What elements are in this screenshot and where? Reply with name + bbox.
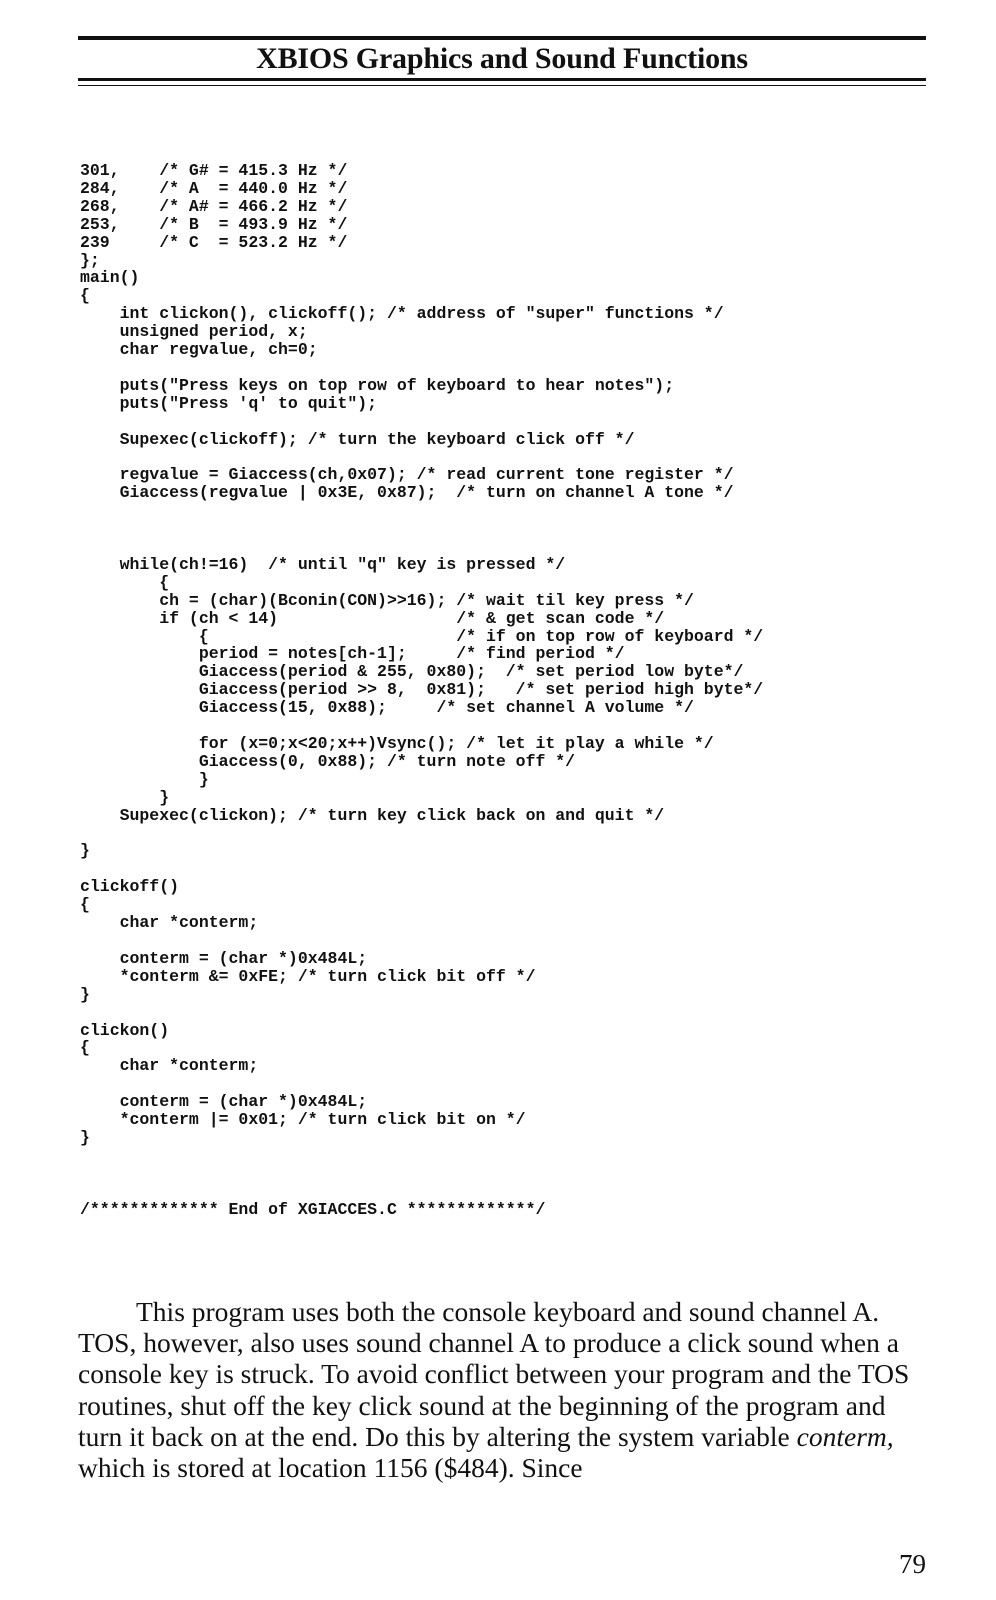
code-line: *conterm |= 0x01; /* turn click bit on */ bbox=[80, 1110, 526, 1130]
body-text bbox=[78, 1296, 928, 1483]
code-line: int clickon(), clickoff(); /* address of "super" functions */ bbox=[80, 304, 724, 324]
code-line: puts("Press keys on top row of keyboard to hear notes"); bbox=[80, 375, 675, 395]
code-line: main() bbox=[80, 268, 140, 288]
code-line: char *conterm; bbox=[80, 913, 259, 933]
code-line: { bbox=[80, 1038, 90, 1058]
code-line: char regvalue, ch=0; bbox=[80, 340, 318, 360]
code-line: Supexec(clickon); /* turn key click back on and quit */ bbox=[80, 805, 665, 825]
code-line: } bbox=[80, 787, 170, 807]
code-line: } bbox=[80, 1127, 90, 1147]
code-listing bbox=[80, 162, 960, 1218]
header-bottom-thin-rule bbox=[78, 85, 926, 86]
code-line: clickoff() bbox=[80, 877, 180, 897]
code-line: Giaccess(period >> 8, 0x81); /* set period high byte*/ bbox=[80, 680, 764, 700]
code-line: 239 /* C = 523.2 Hz */ bbox=[80, 232, 348, 252]
code-line: Giaccess(regvalue | 0x3E, 0x87); /* turn on channel A tone */ bbox=[80, 483, 734, 503]
code-line: { bbox=[80, 286, 90, 306]
code-line: char *conterm; bbox=[80, 1056, 259, 1076]
code-line: Giaccess(15, 0x88); /* set channel A volume */ bbox=[80, 698, 694, 718]
code-line: 301, /* G# = 415.3 Hz */ bbox=[80, 161, 348, 180]
code-line: } bbox=[80, 841, 90, 861]
paragraph-text-end: which is stored at location 1156 ($484). Since bbox=[78, 1452, 583, 1484]
code-line: } bbox=[80, 769, 209, 789]
code-line: /************* End of XGIACCES.C *************/ bbox=[80, 1199, 546, 1219]
code-line: 268, /* A# = 466.2 Hz */ bbox=[80, 196, 348, 216]
code-line: Supexec(clickoff); /* turn the keyboard click off */ bbox=[80, 429, 635, 449]
code-line: clickon() bbox=[80, 1020, 170, 1040]
code-line: Giaccess(period & 255, 0x80); /* set period low byte*/ bbox=[80, 662, 744, 682]
body-paragraph bbox=[78, 1296, 928, 1483]
code-line: puts("Press 'q' to quit"); bbox=[80, 393, 378, 413]
code-line: 253, /* B = 493.9 Hz */ bbox=[80, 214, 348, 234]
header-bottom-rule bbox=[78, 78, 926, 81]
code-line: Giaccess(0, 0x88); /* turn note off */ bbox=[80, 751, 576, 771]
code-line: *conterm &= 0xFE; /* turn click bit off */ bbox=[80, 966, 536, 986]
code-line: } bbox=[80, 984, 90, 1004]
code-line: }; bbox=[80, 250, 100, 270]
paragraph-emphasis: conterm, bbox=[796, 1420, 894, 1452]
code-line: while(ch!=16) /* until "q" key is pressed */ bbox=[80, 554, 566, 574]
page-number: 79 bbox=[899, 1549, 926, 1579]
running-head: XBIOS Graphics and Sound Functions bbox=[256, 42, 748, 75]
code-line: period = notes[ch-1]; /* find period */ bbox=[80, 644, 625, 664]
code-line: if (ch < 14) /* & get scan code */ bbox=[80, 608, 665, 628]
paragraph-text-start: This program uses both the console keyboard and sound channel A. TOS, however, also uses sound channel A to produce a click sound when a console key is struck. To avoid conflict between your program and the TOS routines, shut off the key click sound at the beginning of the program and turn it back on at the end. Do this by altering the system variable bbox=[78, 1296, 910, 1452]
code-line: regvalue = Giaccess(ch,0x07); /* read current tone register */ bbox=[80, 465, 734, 485]
code-line: ch = (char)(Bconin(CON)>>16); /* wait til key press */ bbox=[80, 590, 694, 610]
code-line: 284, /* A = 440.0 Hz */ bbox=[80, 178, 348, 198]
code-line: conterm = (char *)0x484L; bbox=[80, 1092, 368, 1112]
code-line: unsigned period, x; bbox=[80, 322, 308, 342]
code-line: { /* if on top row of keyboard */ bbox=[80, 626, 764, 646]
code-line: conterm = (char *)0x484L; bbox=[80, 948, 368, 968]
code-line: { bbox=[80, 572, 170, 592]
code-line: for (x=0;x<20;x++)Vsync(); /* let it play a while */ bbox=[80, 734, 714, 753]
code-line: { bbox=[80, 895, 90, 915]
